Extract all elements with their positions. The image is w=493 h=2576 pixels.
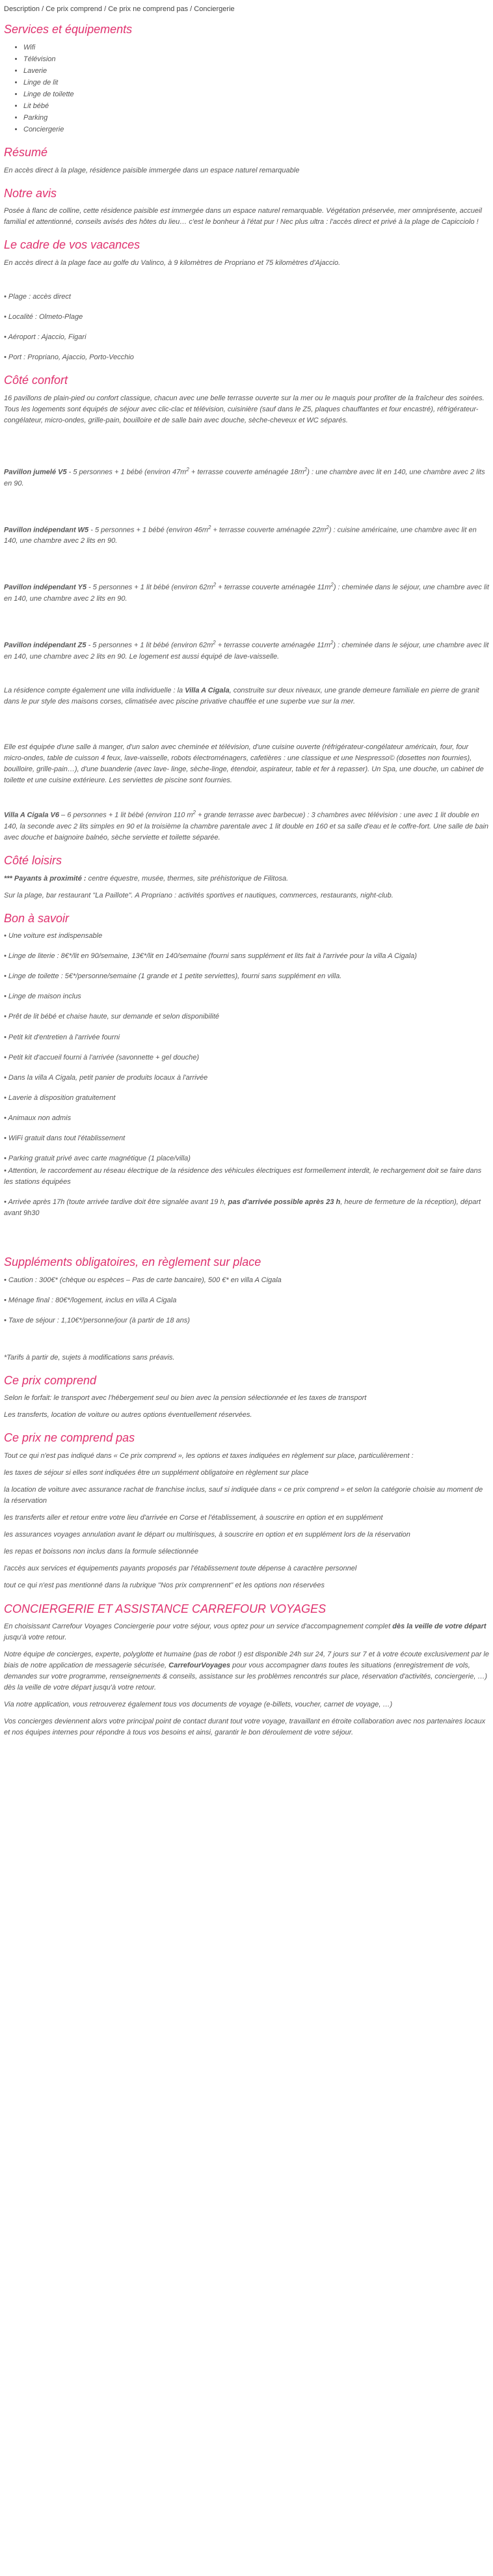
resume-text: En accès direct à la plage, résidence paisible immergée dans un espace naturel remarquable	[4, 166, 300, 174]
ne-comprend-item: la location de voiture avec assurance rachat de franchise inclus, sauf si indiquée dans « ce prix comprend » et selon la catégorie choisie au moment de la réservation	[4, 1486, 483, 1505]
superscript: 2	[304, 466, 308, 473]
services-heading: Services et équipements	[4, 23, 133, 36]
loisirs-nearby	[4, 873, 489, 884]
villa-text: La résidence compte également une villa individuelle : la	[4, 686, 185, 694]
superscript: 2	[213, 582, 217, 588]
ne-comprend-item: les transferts aller et retour entre votre lieu d'arrivée en Corse et l'établissement, à souscrire en option et en supplément	[4, 1514, 383, 1522]
superscript: 2	[186, 466, 189, 473]
conciergerie-bold: dès la veille de votre départ	[392, 1623, 486, 1631]
superscript: 2	[326, 524, 329, 530]
savoir-item: • Petit kit d'entretien à l'arrivée fourni	[4, 1033, 120, 1041]
list-item: • Parking	[23, 113, 489, 124]
arrivee-text: , heure de fermeture de la réception), départ avant 9h30	[4, 1198, 481, 1217]
savoir-item: • Animaux non admis	[4, 1114, 72, 1122]
savoir-heading: Bon à savoir	[4, 911, 70, 925]
cadre-item: • Localité : Olmeto-Plage	[4, 313, 83, 322]
conciergerie-p4: Vos concierges deviennent alors votre principal point de contact durant tout votre voyage, travaillant en étroite collaboration avec nos partenaires locaux et nos équipes internes pour répondre à tous vos besoins et ainsi, garantir le bon déroulement de votre séjour.	[4, 1718, 486, 1737]
list-item: • Lit bébé	[23, 101, 489, 112]
cadre-item: • Plage : accès direct	[4, 292, 71, 301]
pavillon-text: ) : cheminée dans le séjour, une chambre avec lit en 140, une chambre avec 2 lits en 90.	[4, 584, 489, 603]
list-item: • Linge de toilette	[23, 89, 489, 100]
savoir-item: • Laverie à disposition gratuitement	[4, 1093, 116, 1102]
pavillon-text: ) : cuisine américaine, une chambre avec lit en 140, une chambre avec 2 lits en 90.	[4, 526, 477, 545]
ne-comprend-item: Tout ce qui n'est pas indiqué dans « Ce prix comprend », les options et taxes indiquées en règlement sur place, particulièrement :	[4, 1452, 414, 1460]
resume-heading: Résumé	[4, 146, 48, 159]
arrivee-text: • Arrivée après 17h (toute arrivée tardive doit être signalée avant 19 h,	[4, 1198, 228, 1206]
pavillon-text: ) : une chambre avec lit en 140, une chambre avec 2 lits en 90.	[4, 468, 485, 487]
savoir-item: • Prêt de lit bébé et chaise haute, sur demande et selon disponibilité	[4, 1013, 220, 1021]
supplement-item: • Caution : 300€* (chèque ou espèces – Pas de carte bancaire), 500 €* en villa A Cigala	[4, 1276, 282, 1284]
conciergerie-text: Notre équipe de concierges, experte, polyglotte et humaine (pas de robot !) est disponible 24h sur 24, 7 jours sur 7 et à votre écoute exclusivement par le biais de notre application de messagerie sécurisée,	[4, 1651, 489, 1670]
pavillon-text: + terrasse couverte aménagée 18m	[189, 468, 304, 476]
pavillon-jumele-v5	[4, 466, 489, 489]
comprend-text: Les transferts, location de voiture ou autres options éventuellement réservées.	[4, 1411, 252, 1419]
loisirs-beach: Sur la plage, bar restaurant "La Paillote". A Propriano : activités sportives et nautiques, commerces, restaurants, night-club.	[4, 891, 393, 899]
tab-description[interactable]: Description	[4, 5, 40, 13]
loisirs-label: *** Payants à proximité :	[4, 874, 87, 883]
savoir-recharge: • Attention, le raccordement au réseau électrique de la résidence des véhicules électriques est formellement interdit, le rechargement doit se faire dans les stations équipées	[4, 1166, 482, 1186]
conciergerie-bold: CarrefourVoyages	[168, 1662, 231, 1670]
supplement-item: • Ménage final : 80€*/logement, inclus en villa A Cigala	[4, 1296, 177, 1304]
superscript: 2	[330, 582, 334, 588]
superscript: 2	[193, 810, 196, 816]
cadre-text: En accès direct à la plage face au golfe du Valinco, à 9 kilomètres de Propriano et 75 kilomètres d'Ajaccio.	[4, 258, 341, 267]
arrivee-bold: pas d'arrivée possible après 23 h	[228, 1198, 341, 1206]
pavillon-text: + terrasse couverte aménagée 22m	[211, 526, 326, 534]
ne-comprend-item: tout ce qui n'est pas mentionné dans la rubrique "Nos prix comprennent" et les options non réservées	[4, 1582, 325, 1590]
pavillon-text: - 5 personnes + 1 lit bébé (environ 62m	[86, 641, 213, 650]
services-list	[4, 42, 489, 135]
confort-intro: 16 pavillons de plain-pied ou confort classique, chacun avec une belle terrasse ouverte sur la mer ou le maquis pour profiter de la fraîcheur des soirées. Tous les logements sont équipés de séjour avec clic-clac et télévision, cuisinière (sauf dans le Z5, plaques chauffantes et four encastré), réfrigérateur-congélateur, micro-ondes, grille-pain, bouilloire et de salle bain avec douche, sèche-cheveux et WC séparés.	[4, 394, 485, 424]
avis-text: Posée à flanc de colline, cette résidence paisible est immergée dans un espace naturel remarquable. Végétation préservée, mer omniprésente, accueil familial et attentionné, conseils avisés des hôtes du lieu… c'est le bonheur à l'état pur ! Nec plus ultra : l'accès direct et privé à la plage de Capicciolo !	[4, 207, 482, 226]
savoir-item: • Petit kit d'accueil fourni à l'arrivée (savonnette + gel douche)	[4, 1053, 200, 1062]
superscript: 2	[213, 640, 216, 646]
pavillon-text: + terrasse couverte aménagée 11m	[215, 641, 330, 650]
pavillon-label: Pavillon indépendant Z5	[4, 641, 87, 650]
tab-includes[interactable]: Ce prix comprend	[46, 5, 103, 13]
villa-text: + grande terrasse avec barbecue) : 3 chambres avec télévision : une avec 1 lit double en 140, la seconde avec 2 lits simples en 90 et la troisième la chambre parentale avec 1 lit double en 160 et sa salle d'eau et le coffre-fort. Une salle de bain avec douche et baignoire balnéo, sèche serviette et toilette séparée.	[4, 811, 489, 842]
ne-comprend-item: l'accès aux services et équipements payants proposés par l'établissement toute dépense à caractère personnel	[4, 1565, 357, 1573]
conciergerie-heading: CONCIERGERIE ET ASSISTANCE CARREFOUR VOYAGES	[4, 1602, 326, 1615]
loisirs-text: centre équestre, musée, thermes, site préhistorique de Filitosa.	[86, 874, 289, 883]
pavillon-w5	[4, 524, 489, 547]
pavillon-text: - 5 personnes + 1 bébé (environ 46m	[88, 526, 208, 534]
savoir-item: • Linge de literie : 8€*/lit en 90/semaine, 13€*/lit en 140/semaine (fourni sans supplément et lits fait à l'arrivée pour la villa A Cigala)	[4, 952, 417, 961]
list-item: • Laverie	[23, 66, 489, 77]
conciergerie-text: En choisissant Carrefour Voyages Conciergerie pour votre séjour, vous optez pour un service d'accompagnement complet	[4, 1623, 393, 1631]
villa-intro	[4, 685, 489, 707]
list-item: • Linge de lit	[23, 77, 489, 89]
tarifs-note: *Tarifs à partir de, sujets à modifications sans préavis.	[4, 1353, 175, 1362]
pavillon-label: Pavillon indépendant W5	[4, 526, 89, 534]
supplement-item: • Taxe de séjour : 1,10€*/personne/jour (à partir de 18 ans)	[4, 1316, 190, 1324]
list-item: • Conciergerie	[23, 124, 489, 135]
cadre-item: • Aéroport : Ajaccio, Figari	[4, 333, 87, 342]
conciergerie-text: jusqu'à votre retour.	[4, 1634, 67, 1642]
loisirs-heading: Côté loisirs	[4, 853, 62, 867]
confort-heading: Côté confort	[4, 374, 68, 387]
supplements-heading: Suppléments obligatoires, en règlement sur place	[4, 1255, 261, 1269]
ne-comprend-item: les repas et boissons non inclus dans la formule sélectionnée	[4, 1548, 199, 1556]
tab-separator: /	[102, 5, 109, 13]
cadre-item: • Port : Propriano, Ajaccio, Porto-Vecchio	[4, 353, 134, 362]
pavillon-z5	[4, 639, 489, 663]
superscript: 2	[330, 640, 334, 646]
savoir-item: • Linge de toilette : 5€*/personne/semaine (1 grande et 1 petite serviettes), fourni sans supplément en villa.	[4, 972, 342, 981]
tab-bar	[4, 4, 489, 15]
tab-separator: /	[188, 5, 194, 13]
pavillon-label: Pavillon indépendant Y5	[4, 584, 87, 592]
pavillon-text: - 5 personnes + 1 lit bébé (environ 62m	[86, 584, 213, 592]
ne-comprend-heading: Ce prix ne comprend pas	[4, 1431, 135, 1445]
villa-description: Elle est équipée d'une salle à manger, d'un salon avec cheminée et télévision, d'une cuisine ouverte (réfrigérateur-congélateur américain, four, four micro-ondes, table de cuisson 4 feux, lave-vaisselle, robots électroménagers, cafetières : une classique et une Nespresso© (dosettes non fournies), bouilloire, grille-pain…), d'une buanderie (avec lave- linge, sèche-linge, étendoir, aspirateur, table et fer à repasser). Un Spa, une douche, un cabinet de toilette et une cuisine extérieure. Les serviettes de piscine sont fournies.	[4, 743, 484, 785]
savoir-arrivee	[4, 1197, 489, 1219]
pavillon-text: ) : cheminée dans le séjour, une chambre avec lit en 140, une chambre avec 2 lits en 90. Le logement est aussi équipé de lave-vaisselle.	[4, 641, 489, 661]
list-item: • Wifi	[23, 42, 489, 53]
ne-comprend-item: les taxes de séjour si elles sont indiquées être un supplément obligatoire en règlement sur place	[4, 1469, 309, 1477]
conciergerie-text: pour vous accompagner dans toutes les situations (enregistrement de vols, demandes sur votre programme, renseignements & conseils, assistance sur les problèmes rencontrés sur place, réservation d'activités, conciergerie, …) dès la veille de votre départ jusqu'à votre retour.	[4, 1662, 488, 1692]
pavillon-text: + terrasse couverte aménagée 11m	[216, 584, 331, 592]
pavillon-y5	[4, 581, 489, 605]
avis-heading: Notre avis	[4, 186, 57, 200]
villa-name: Villa A Cigala	[185, 686, 230, 694]
ne-comprend-item: les assurances voyages annulation avant le départ ou multirisques, à souscrire en option et en supplément lors de la réservation	[4, 1531, 410, 1539]
conciergerie-p3: Via notre application, vous retrouverez également tous vos documents de voyage (e-billets, voucher, carnet de voyage, …)	[4, 1701, 393, 1709]
conciergerie-p2	[4, 1649, 489, 1693]
conciergerie-p1	[4, 1621, 489, 1643]
superscript: 2	[207, 524, 211, 530]
tab-excludes[interactable]: Ce prix ne comprend pas	[108, 5, 189, 13]
villa-text: , construite sur deux niveaux, une grande demeure familiale en pierre de granit dans le pur style des maisons corses, climatisée avec piscine privative chauffée et une superbe vue sur la mer.	[4, 686, 479, 706]
comprend-text: Selon le forfait: le transport avec l'hébergement seul ou bien avec la pension sélectionnée et les taxes de transport	[4, 1394, 367, 1403]
cadre-heading: Le cadre de vos vacances	[4, 238, 140, 252]
tab-concierge[interactable]: Conciergerie	[194, 5, 235, 13]
comprend-heading: Ce prix comprend	[4, 1373, 97, 1387]
pavillon-label: Pavillon jumelé V5	[4, 468, 67, 476]
savoir-item: • WiFi gratuit dans tout l'établissement	[4, 1134, 126, 1142]
villa-v6	[4, 809, 489, 843]
villa-label: Villa A Cigala V6	[4, 811, 59, 819]
list-item: • Télévision	[23, 54, 489, 65]
savoir-item: • Une voiture est indispensable	[4, 932, 103, 940]
savoir-item: • Parking gratuit privé avec carte magnétique (1 place/villa)	[4, 1154, 191, 1162]
savoir-item: • Dans la villa A Cigala, petit panier de produits locaux à l'arrivée	[4, 1073, 208, 1082]
pavillon-text: - 5 personnes + 1 bébé (environ 47m	[66, 468, 187, 476]
villa-text: – 6 personnes + 1 lit bébé (environ 110 m	[59, 811, 193, 819]
savoir-item: • Linge de maison inclus	[4, 993, 81, 1001]
tab-separator: /	[40, 5, 46, 13]
